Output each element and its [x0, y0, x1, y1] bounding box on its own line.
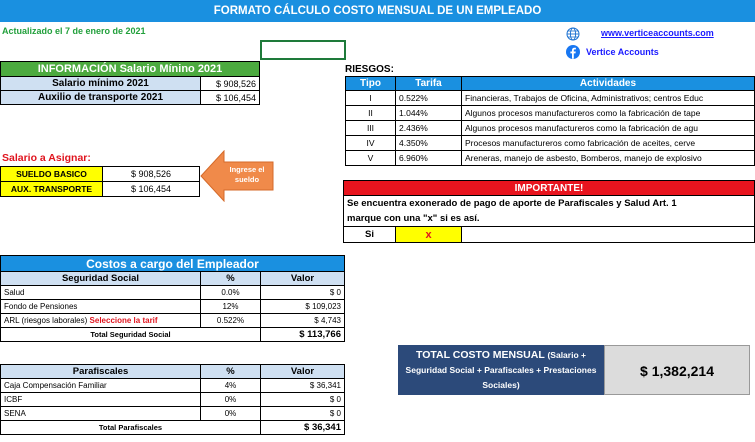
seguridad-header-label: Seguridad Social — [1, 272, 201, 286]
importante-line2: marque con una "x" si es así. — [344, 212, 755, 227]
total-parafiscales-value: $ 36,341 — [261, 421, 345, 435]
info-title: INFORMACIÓN Salario Mínino 2021 — [1, 62, 260, 77]
total-costo-label-box — [398, 345, 604, 395]
riesgos-header-tipo: Tipo — [346, 77, 396, 91]
total-parafiscales-label: Total Parafiscales — [1, 421, 261, 435]
parafiscal-label: ICBF — [1, 393, 201, 407]
arl-label: ARL (riesgos laborales) — [4, 316, 88, 325]
parafiscales-header-pct: % — [201, 365, 261, 379]
total-seguridad-value: $ 113,766 — [261, 328, 345, 342]
seguridad-valor: $ 109,023 — [261, 300, 345, 314]
importante-table — [343, 180, 755, 243]
seguridad-valor: $ 4,743 — [261, 314, 345, 328]
seguridad-pct: 0.0% — [201, 286, 261, 300]
riesgos-header-tarifa: Tarifa — [396, 77, 462, 91]
sueldo-basico-label: SUELDO BASICO — [1, 167, 103, 182]
seguridad-valor: $ 0 — [261, 286, 345, 300]
info-value: $ 106,454 — [201, 91, 260, 105]
riesgo-tarifa: 4.350% — [396, 136, 462, 151]
riesgo-actividad: Algunos procesos manufactureros como la fabricación de agu — [462, 121, 755, 136]
updated-note: Actualizado el 7 de enero de 2021 — [2, 26, 146, 36]
parafiscal-label: Caja Compensación Familiar — [1, 379, 201, 393]
total-costo-value: $ 1,382,214 — [604, 345, 750, 395]
riesgos-header-actividades: Actividades — [462, 77, 755, 91]
riesgo-tarifa: 1.044% — [396, 106, 462, 121]
ingrese-sueldo-arrow — [200, 150, 275, 202]
riesgo-tipo: V — [346, 151, 396, 166]
seguridad-label-arl — [1, 314, 201, 328]
riesgo-tipo: I — [346, 91, 396, 106]
riesgo-tipo: IV — [346, 136, 396, 151]
riesgos-table — [345, 76, 755, 166]
parafiscal-valor: $ 36,341 — [261, 379, 345, 393]
parafiscal-pct: 0% — [201, 393, 261, 407]
parafiscal-pct: 0% — [201, 407, 261, 421]
info-label: Auxilio de transporte 2021 — [1, 91, 201, 105]
salario-asignar-title: Salario a Asignar: — [2, 152, 91, 164]
info-value: $ 908,526 — [201, 77, 260, 91]
seguridad-header-valor: Valor — [261, 272, 345, 286]
arl-pct-select[interactable]: 0.522% — [201, 314, 261, 328]
total-costo-sub: (Salario + Seguridad Social + Parafiscales + Prestaciones Sociales) — [405, 350, 597, 390]
selected-cell[interactable] — [260, 40, 346, 60]
website-link[interactable]: www.verticeaccounts.com — [601, 28, 714, 38]
seguridad-social-table — [0, 255, 345, 342]
riesgo-actividad: Financieras, Trabajos de Oficina, Administrativos; centros Educ — [462, 91, 755, 106]
exonerado-label: Si — [344, 227, 396, 243]
seguridad-label: Salud — [1, 286, 201, 300]
riesgos-title: RIESGOS: — [345, 64, 394, 75]
seguridad-header-pct: % — [201, 272, 261, 286]
total-costo-label: TOTAL COSTO MENSUAL — [416, 349, 545, 361]
riesgo-tarifa: 0.522% — [396, 91, 462, 106]
facebook-icon[interactable] — [566, 45, 580, 59]
exonerado-checkbox[interactable]: x — [396, 227, 462, 243]
parafiscal-valor: $ 0 — [261, 407, 345, 421]
riesgo-tarifa: 6.960% — [396, 151, 462, 166]
parafiscal-valor: $ 0 — [261, 393, 345, 407]
seguridad-label: Fondo de Pensiones — [1, 300, 201, 314]
arl-select-hint[interactable]: Seleccione la tarif — [89, 316, 158, 325]
riesgo-tipo: II — [346, 106, 396, 121]
parafiscales-header-label: Parafiscales — [1, 365, 201, 379]
parafiscales-table — [0, 364, 345, 435]
page-title: FORMATO CÁLCULO COSTO MENSUAL DE UN EMPLEADO — [0, 0, 755, 22]
riesgo-tipo: III — [346, 121, 396, 136]
salario-asignar-table — [0, 166, 200, 197]
importante-title: IMPORTANTE! — [344, 181, 755, 196]
seguridad-pct: 12% — [201, 300, 261, 314]
sueldo-basico-input[interactable]: $ 908,526 — [103, 167, 200, 182]
info-label: Salario mínimo 2021 — [1, 77, 201, 91]
riesgo-tarifa: 2.436% — [396, 121, 462, 136]
aux-transporte-label: AUX. TRANSPORTE — [1, 182, 103, 197]
riesgo-actividad: Procesos manufactureros como fabricación de aceites, cerve — [462, 136, 755, 151]
parafiscales-header-valor: Valor — [261, 365, 345, 379]
riesgo-actividad: Areneras, manejo de asbesto, Bomberos, manejo de explosivo — [462, 151, 755, 166]
total-seguridad-label: Total Seguridad Social — [1, 328, 261, 342]
arrow-text: Ingrese el sueldo — [229, 165, 265, 184]
parafiscal-label: SENA — [1, 407, 201, 421]
aux-transporte-value: $ 106,454 — [103, 182, 200, 197]
globe-icon — [566, 27, 580, 41]
info-table — [0, 61, 260, 105]
parafiscal-pct: 4% — [201, 379, 261, 393]
importante-line1: Se encuentra exonerado de pago de aporte de Parafiscales y Salud Art. 1 — [344, 196, 755, 212]
riesgo-actividad: Algunos procesos manufactureros como la fabricación de tape — [462, 106, 755, 121]
facebook-link[interactable]: Vertice Accounts — [586, 47, 659, 57]
costos-title: Costos a cargo del Empleador — [1, 256, 345, 272]
